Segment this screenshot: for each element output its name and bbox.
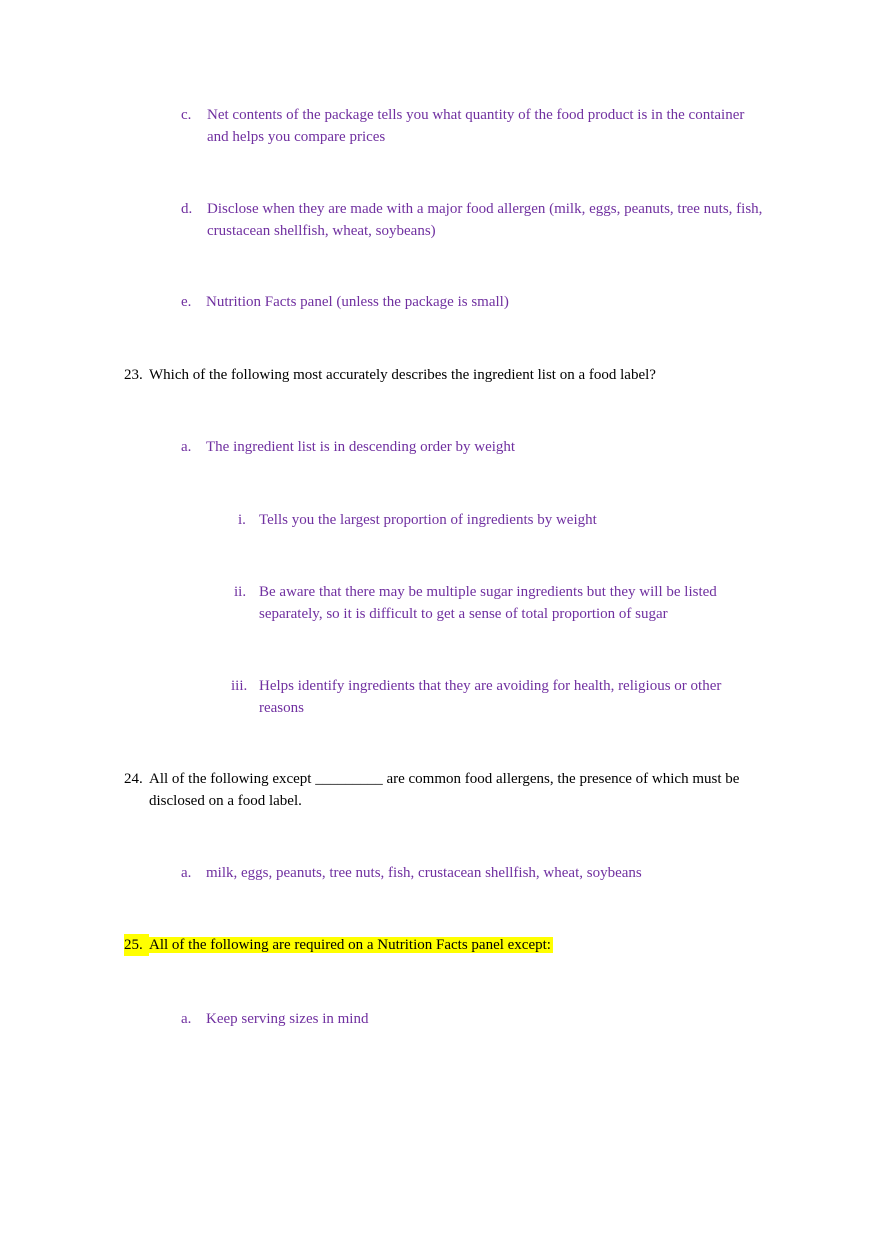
q23-sub-ii-text: Be aware that there may be multiple sugar ingredients but they will be listed separately, so it is difficult to get a sense of total proportion of sugar xyxy=(259,584,717,622)
question-25-text-wrap xyxy=(149,934,764,956)
q23-sub-iii-text: Helps identify ingredients that they are avoiding for health, religious or other reasons xyxy=(259,678,722,716)
question-24-number: 24. xyxy=(124,771,143,787)
q23-sub-ii-marker: ii. xyxy=(234,584,247,600)
q22-answer-d-text: Disclose when they are made with a major food allergen (milk, eggs, peanuts, tree nuts, fish, crustacean shellfish, wheat, soybeans) xyxy=(207,201,763,239)
q23-answer-a xyxy=(181,436,766,458)
q23-sub-i-marker: i. xyxy=(238,512,246,528)
question-25-text: All of the following are required on a Nutrition Facts panel except: xyxy=(149,937,551,953)
q23-sub-i xyxy=(238,509,758,531)
q22-answer-e-text: Nutrition Facts panel (unless the package is small) xyxy=(206,294,509,310)
question-23 xyxy=(124,364,764,386)
q23-sub-i-text: Tells you the largest proportion of ingredients by weight xyxy=(259,512,597,528)
q23-sub-iii-marker: iii. xyxy=(231,678,248,694)
question-24 xyxy=(124,768,764,812)
q23-answer-a-text: The ingredient list is in descending order by weight xyxy=(206,439,516,455)
q23-sub-ii xyxy=(234,581,754,625)
q22-answer-e xyxy=(181,291,766,313)
q24-answer-a-marker: a. xyxy=(181,865,192,881)
q22-answer-d-marker: d. xyxy=(181,201,193,217)
q24-answer-a xyxy=(181,862,766,884)
q22-answer-c xyxy=(181,104,751,148)
question-23-number: 23. xyxy=(124,367,143,383)
q22-answer-c-text: Net contents of the package tells you what quantity of the food product is in the container and helps you compare prices xyxy=(207,107,745,145)
q23-answer-a-marker: a. xyxy=(181,439,192,455)
question-23-text: Which of the following most accurately describes the ingredient list on a food label? xyxy=(149,367,656,383)
question-25 xyxy=(124,934,764,956)
q22-answer-e-marker: e. xyxy=(181,294,192,310)
q25-answer-a-text: Keep serving sizes in mind xyxy=(206,1011,369,1027)
q24-answer-a-text: milk, eggs, peanuts, tree nuts, fish, crustacean shellfish, wheat, soybeans xyxy=(206,865,642,881)
question-24-text: All of the following except _________ are common food allergens, the presence of which must be disclosed on a food label. xyxy=(149,771,740,809)
q23-sub-iii xyxy=(231,675,761,719)
q22-answer-c-marker: c. xyxy=(181,107,192,123)
q25-answer-a xyxy=(181,1008,766,1030)
question-25-number: 25. xyxy=(124,934,149,956)
q22-answer-d xyxy=(181,198,766,242)
q25-answer-a-marker: a. xyxy=(181,1011,192,1027)
